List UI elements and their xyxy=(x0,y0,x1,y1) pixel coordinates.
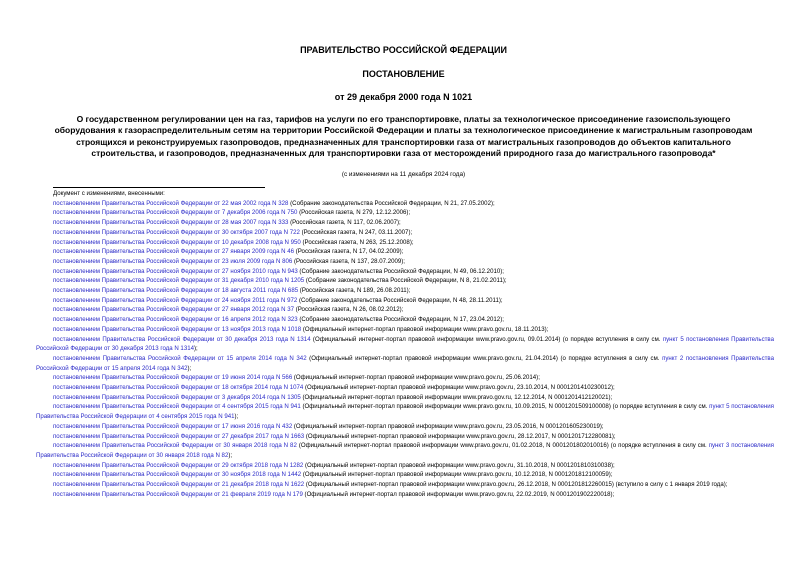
amendment-link[interactable]: постановлением Правительства Российской Федерации от 24 ноября 2011 года N 972 xyxy=(53,296,298,304)
amendment-link[interactable]: постановлением Правительства Российской Федерации от 30 ноября 2018 года N 1442 xyxy=(53,471,302,479)
amendment-link[interactable]: постановлением Правительства Российской Федерации от 27 ноября 2010 года N 943 xyxy=(53,267,298,275)
changes-items xyxy=(36,199,774,500)
revision-note: (с изменениями на 11 декабря 2024 года) xyxy=(341,171,466,178)
amendment-link[interactable]: постановлением Правительства Российской Федерации от 15 апреля 2014 года N 342 xyxy=(53,354,307,362)
amendment-source: (Собрание законодательства Российской Федерации, N 17, 23.04.2012); xyxy=(297,316,504,324)
amendment-item xyxy=(36,257,774,267)
amendment-source: (Официальный интернет-портал правовой информации www.pravo.gov.ru, 12.12.2014, N 0001201412120021); xyxy=(300,393,613,401)
amendment-source: (Российская газета, N 117, 02.06.2007); xyxy=(288,219,401,227)
amendment-source-end: ); xyxy=(194,345,198,353)
entry-into-force-link[interactable]: пункт 2 постановления Правительства Российской Федерации от 15 апреля 2014 года N 342 xyxy=(36,354,774,372)
amendment-link[interactable]: постановлением Правительства Российской Федерации от 17 июня 2016 года N 432 xyxy=(53,422,293,430)
amendment-item xyxy=(36,490,774,500)
amendment-link[interactable]: постановлением Правительства Российской Федерации от 7 декабря 2006 года N 750 xyxy=(53,209,298,217)
amendment-link[interactable]: постановлением Правительства Российской Федерации от 27 января 2012 года N 37 xyxy=(53,306,295,314)
amendment-link[interactable]: постановлением Правительства Российской Федерации от 21 февраля 2019 года N 179 xyxy=(53,490,303,498)
amendment-item xyxy=(36,208,774,218)
issuing-authority: ПРАВИТЕЛЬСТВО РОССИЙСКОЙ ФЕДЕРАЦИИ xyxy=(300,45,507,55)
amendment-link[interactable]: постановлением Правительства Российской Федерации от 30 декабря 2013 года N 1314 xyxy=(53,335,311,343)
amendment-source: (Официальный интернет-портал правовой информации www.pravo.gov.ru, 10.12.2018, N 0001201812100059); xyxy=(301,471,613,479)
amendment-source: (Официальный интернет-портал правовой информации www.pravo.gov.ru, 22.02.2019, N 0001201902220018); xyxy=(302,490,615,498)
title-line: строящихся и реконструируемых газопроводов, предназначенных для транспортировки газа от магистральных газопроводов до объектов капитального xyxy=(76,136,731,147)
amendment-link[interactable]: постановлением Правительства Российской Федерации от 4 сентября 2015 года N 941 xyxy=(53,403,301,411)
amendment-item xyxy=(36,228,774,238)
amendment-link[interactable]: постановлением Правительства Российской Федерации от 27 января 2009 года N 46 xyxy=(53,248,295,256)
amendment-item xyxy=(36,354,774,373)
changes-list xyxy=(36,189,774,500)
amendment-source-end: ); xyxy=(187,364,192,372)
amendment-link[interactable]: постановлением Правительства Российской Федерации от 28 мая 2007 года N 333 xyxy=(53,219,289,227)
document-type: ПОСТАНОВЛЕНИЕ xyxy=(362,69,445,79)
amendment-source-end: ); xyxy=(234,413,239,421)
amendment-item xyxy=(36,315,774,325)
divider xyxy=(53,187,265,188)
amendment-source: (Российская газета, N 247, 03.11.2007); xyxy=(299,228,413,236)
amendment-link[interactable]: постановлением Правительства Российской Федерации от 27 декабря 2017 года N 1663 xyxy=(53,432,305,440)
changes-list-title: Документ с изменениями, внесенными: xyxy=(53,190,165,197)
amendment-source: (Российская газета, N 26, 08.02.2012); xyxy=(294,306,404,314)
amendment-item xyxy=(36,470,774,480)
amendment-item xyxy=(36,199,774,209)
amendment-link[interactable]: постановлением Правительства Российской Федерации от 31 декабря 2010 года N 1205 xyxy=(53,277,305,285)
amendment-link[interactable]: постановлением Правительства Российской Федерации от 13 ноября 2013 года N 1018 xyxy=(53,325,302,333)
amendment-item xyxy=(36,335,774,354)
amendment-source: (Российская газета, N 137, 28.07.2009); xyxy=(292,257,405,265)
amendment-item xyxy=(36,325,774,335)
amendment-source: (Собрание законодательства Российской Федерации, N 48, 28.11.2011); xyxy=(297,296,503,304)
amendment-item xyxy=(36,218,774,228)
amendment-source: (Официальный интернет-портал правовой информации www.pravo.gov.ru, 25.06.2014); xyxy=(292,374,540,382)
amendment-item xyxy=(36,286,774,296)
amendment-source: (Официальный интернет-портал правовой информации www.pravo.gov.ru, 23.05.2016, N 0001201605230019); xyxy=(292,422,604,430)
amendment-item xyxy=(36,480,774,490)
document-title xyxy=(20,114,787,160)
amendment-source: (Официальный интернет-портал правовой информации www.pravo.gov.ru, 09.01.2014) (о порядке вступления в силу см. xyxy=(310,335,663,343)
amendment-source: (Российская газета, N 17, 04.02.2009); xyxy=(294,248,404,256)
amendment-link[interactable]: постановлением Правительства Российской Федерации от 21 декабря 2018 года N 1622 xyxy=(53,481,305,489)
amendment-item xyxy=(36,422,774,432)
title-line: оборудования к газораспределительным сетям на территории Российской Федерации и платы за технологическое присоединение к магистральным газопроводам xyxy=(54,125,753,136)
title-line: строительства, и газопроводов, предназначенных для транспортировки газа от месторождений природного газа до магистрального газопровода* xyxy=(91,148,716,159)
amendment-item xyxy=(36,402,774,421)
amendment-link[interactable]: постановлением Правительства Российской Федерации от 22 мая 2002 года N 328 xyxy=(53,199,289,207)
entry-into-force-link[interactable]: пункт 3 постановления Правительства Российской Федерации от 30 января 2018 года N 82 xyxy=(36,442,774,459)
amendment-item xyxy=(36,296,774,306)
amendment-source: (Официальный интернет-портал правовой информации www.pravo.gov.ru, 21.04.2014) (о порядке вступления в силу см. xyxy=(306,354,663,362)
amendment-item xyxy=(36,305,774,315)
amendment-link[interactable]: постановлением Правительства Российской Федерации от 29 октября 2018 года N 1282 xyxy=(53,461,304,469)
amendment-link[interactable]: постановлением Правительства Российской Федерации от 18 августа 2011 года N 685 xyxy=(53,287,299,295)
amendment-source: (Собрание законодательства Российской Федерации, N 21, 27.05.2002); xyxy=(288,199,495,207)
amendment-source: (Российская газета, N 189, 26.08.2011); xyxy=(298,287,411,295)
amendment-item xyxy=(36,461,774,471)
amendment-link[interactable]: постановлением Правительства Российской Федерации от 30 октября 2007 года N 722 xyxy=(53,228,300,236)
amendment-item xyxy=(36,373,774,383)
amendment-link[interactable]: постановлением Правительства Российской Федерации от 19 июня 2014 года N 566 xyxy=(53,374,293,382)
amendment-link[interactable]: постановлением Правительства Российской Федерации от 23 июля 2009 года N 806 xyxy=(53,257,293,265)
amendment-link[interactable]: постановлением Правительства Российской Федерации от 16 апреля 2012 года N 323 xyxy=(53,316,298,324)
amendment-item xyxy=(36,393,774,403)
amendment-source-end: ); xyxy=(228,451,233,459)
entry-into-force-link[interactable]: пункт 5 постановления Правительства Российской Федерации от 4 сентября 2015 года N 941 xyxy=(36,403,774,421)
title-line: О государственном регулировании цен на газ, тарифов на услуги по его транспортировке, платы за технологическое присоединение газоиспользующего xyxy=(76,114,731,124)
document-date-number: от 29 декабря 2000 года N 1021 xyxy=(334,92,473,102)
amendment-source: (Официальный интернет-портал правовой информации www.pravo.gov.ru, 23.10.2014, N 0001201410230012); xyxy=(303,384,615,392)
amendment-item xyxy=(36,432,774,442)
amendment-source: (Собрание законодательства Российской Федерации, N 49, 06.12.2010); xyxy=(297,267,504,275)
amendment-source: (Официальный интернет-портал правовой информации www.pravo.gov.ru, 26.12.2018, N 0001201812260015) (вступило в силу с 1 января 2019 года); xyxy=(304,481,728,489)
amendment-source: (Официальный интернет-портал правовой информации www.pravo.gov.ru, 18.11.2013); xyxy=(301,325,549,333)
amendment-item xyxy=(36,247,774,257)
amendment-source: (Официальный интернет-портал правовой информации www.pravo.gov.ru, 10.09.2015, N 0001201509100008) (о порядке вступления в силу см. xyxy=(300,403,710,411)
amendment-link[interactable]: постановлением Правительства Российской Федерации от 18 октября 2014 года N 1074 xyxy=(53,384,304,392)
amendment-link[interactable]: постановлением Правительства Российской Федерации от 30 января 2018 года N 82 xyxy=(53,442,297,450)
amendment-link[interactable]: постановлением Правительства Российской Федерации от 3 декабря 2014 года N 1305 xyxy=(53,393,301,401)
amendment-item xyxy=(36,267,774,277)
amendment-item xyxy=(36,383,774,393)
entry-into-force-link[interactable]: пункт 5 постановления Правительства Российской Федерации от 30 декабря 2013 года N 1314 xyxy=(36,335,774,353)
amendment-source: (Собрание законодательства Российской Федерации, N 8, 21.02.2011); xyxy=(304,277,507,285)
amendment-item xyxy=(36,238,774,248)
amendment-source: (Российская газета, N 279, 12.12.2006); xyxy=(297,209,411,217)
amendment-source: (Российская газета, N 263, 25.12.2008); xyxy=(300,238,414,246)
amendment-source: (Официальный интернет-портал правовой информации www.pravo.gov.ru, 31.10.2018, N 0001201810310038); xyxy=(303,461,615,469)
amendment-item xyxy=(36,276,774,286)
amendment-link[interactable]: постановлением Правительства Российской Федерации от 10 декабря 2008 года N 950 xyxy=(53,238,301,246)
amendment-source: (Официальный интернет-портал правовой информации www.pravo.gov.ru, 28.12.2017, N 0001201712280081); xyxy=(304,432,616,440)
amendment-source: (Официальный интернет-портал правовой информации www.pravo.gov.ru, 01.02.2018, N 0001201802010016) (о порядке вступления в силу см. xyxy=(296,442,709,450)
amendment-item xyxy=(36,441,774,460)
